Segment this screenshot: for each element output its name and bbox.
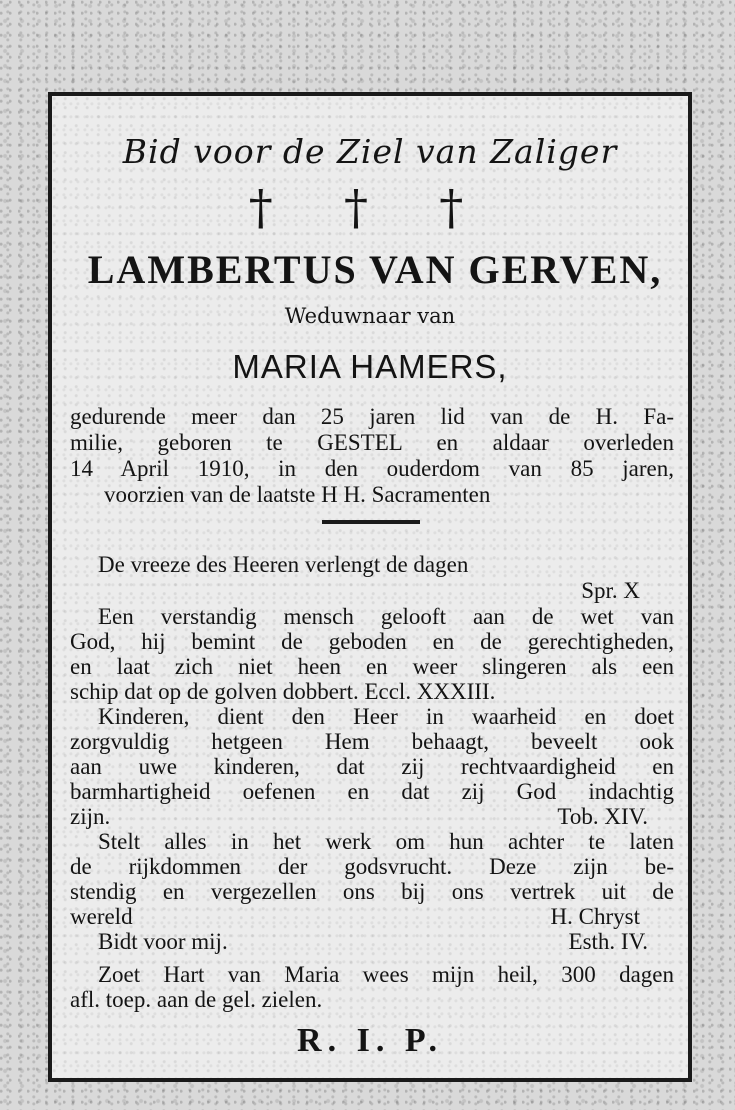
- indulgence-line: afl. toep. aan de gel. zielen.: [70, 987, 323, 1012]
- memorial-card: [48, 92, 692, 1082]
- divider-rule: [322, 520, 420, 524]
- verse-line: barmhartigheid oefenen en dat zij God indachtig: [70, 779, 674, 804]
- verse-reference: Esth. IV.: [568, 929, 648, 954]
- verse-line: de rijkdommen der godsvrucht. Deze zijn be-: [70, 854, 674, 879]
- verse-reference: Spr. X: [581, 578, 640, 603]
- verse-line: stendig en vergezellen ons bij ons vertrek uit de: [70, 879, 674, 904]
- bio-line: voorzien van de laatste H H. Sacramenten: [104, 482, 491, 507]
- verse-line: Stelt alles in het werk om hun achter te laten: [98, 829, 674, 854]
- verse-line: Bidt voor mij.: [98, 929, 228, 954]
- card-header: Bid voor de Ziel van Zaliger: [122, 132, 618, 171]
- bio-line: 14 April 1910, in den ouderdom van 85 jaren,: [70, 456, 674, 481]
- verse-line: God, hij bemint de geboden en de gerechtigheden,: [70, 629, 674, 654]
- verse-line: en laat zich niet heen en weer slingeren als een: [70, 654, 674, 679]
- bio-line: milie, geboren te GESTEL en aldaar overleden: [70, 430, 674, 455]
- verse-line: Een verstandig mensch gelooft aan de wet van: [98, 604, 674, 629]
- rip-closing: R. I. P.: [297, 1022, 443, 1059]
- verse-line: De vreeze des Heeren verlengt de dagen: [98, 552, 469, 577]
- crosses-icon: † † †: [248, 180, 492, 236]
- verse-line: aan uwe kinderen, dat zij rechtvaardigheid en: [70, 754, 674, 779]
- verse-line: zorgvuldig hetgeen Hem behaagt, beveelt ook: [70, 729, 674, 754]
- verse-reference: Tob. XIV.: [557, 804, 648, 829]
- verse-line: Kinderen, dient den Heer in waarheid en doet: [98, 704, 674, 729]
- verse-line: wereld: [70, 904, 133, 929]
- bio-line: gedurende meer dan 25 jaren lid van de H. Fa-: [70, 404, 674, 429]
- deceased-name: LAMBERTUS VAN GERVEN,: [87, 247, 663, 292]
- widower-label: Weduwnaar van: [284, 304, 456, 328]
- verse-line: zijn.: [70, 804, 111, 829]
- indulgence-line: Zoet Hart van Maria wees mijn heil, 300 dagen: [98, 962, 674, 987]
- verse-reference: H. Chryst: [550, 904, 640, 929]
- verse-line: schip dat op de golven dobbert. Eccl. XXXIII.: [70, 679, 496, 704]
- spouse-name: MARIA HAMERS,: [232, 348, 508, 385]
